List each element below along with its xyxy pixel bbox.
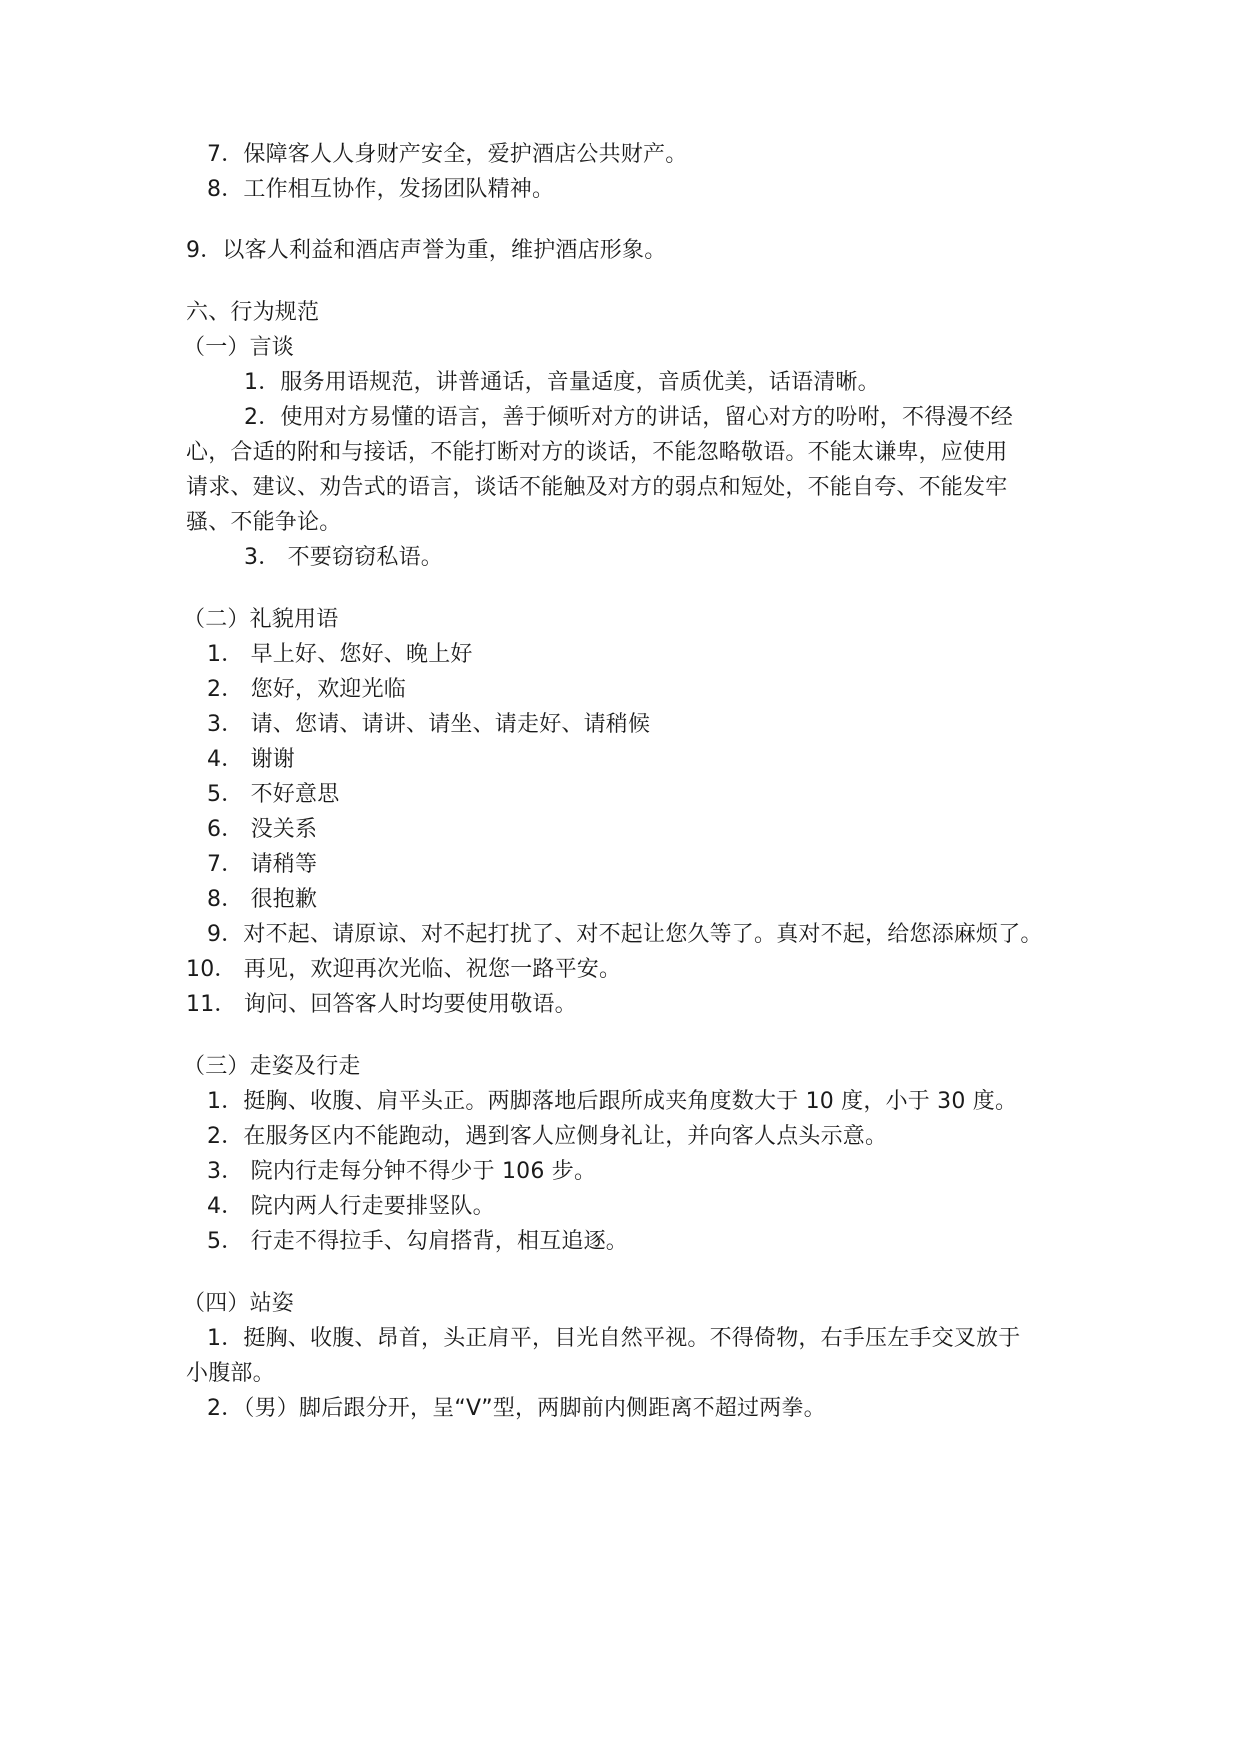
- section-heading: 六、行为规范: [186, 300, 320, 325]
- subsection-heading: （三）走姿及行走: [183, 1054, 361, 1079]
- list-item: 1． 早上好、您好、晚上好: [207, 642, 473, 667]
- text-line: 2．使用对方易懂的语言，善于倾听对方的讲话，留心对方的吩咐，不得漫不经: [244, 405, 1013, 430]
- list-item: 1．挺胸、收腹、肩平头正。两脚落地后跟所成夹角度数大于 10 度，小于 30 度。: [207, 1089, 1018, 1114]
- list-item: 7． 请稍等: [207, 852, 318, 877]
- text-line: 3． 不要窃窃私语。: [244, 545, 443, 570]
- list-item: 5． 行走不得拉手、勾肩搭背，相互追逐。: [207, 1229, 628, 1254]
- list-item: 2．（男）脚后跟分开，呈“V”型，两脚前内侧距离不超过两拳。: [207, 1396, 826, 1421]
- list-item: 3． 院内行走每分钟不得少于 106 步。: [207, 1159, 597, 1184]
- list-item: 10． 再见，欢迎再次光临、祝您一路平安。: [186, 957, 622, 982]
- subsection-heading: （一）言谈: [183, 335, 295, 360]
- list-item: 3． 请、您请、请讲、请坐、请走好、请稍候: [207, 712, 651, 737]
- text-line: 9．以客人利益和酒店声誉为重，维护酒店形象。: [186, 238, 667, 263]
- list-item: 1．挺胸、收腹、昂首，头正肩平，目光自然平视。不得倚物，右手压左手交叉放于: [207, 1326, 1021, 1351]
- list-item: 2．在服务区内不能跑动，遇到客人应侧身礼让，并向客人点头示意。: [207, 1124, 888, 1149]
- list-item: 4． 院内两人行走要排竖队。: [207, 1194, 495, 1219]
- text-line: 8．工作相互协作，发扬团队精神。: [207, 177, 555, 202]
- text-line: 1．服务用语规范，讲普通话，音量适度，音质优美，话语清晰。: [244, 370, 880, 395]
- subsection-heading: （四）站姿: [183, 1291, 295, 1316]
- list-item: 8． 很抱歉: [207, 887, 318, 912]
- list-item: 2． 您好，欢迎光临: [207, 677, 406, 702]
- list-item: 6． 没关系: [207, 817, 318, 842]
- list-item: 9．对不起、请原谅、对不起打扰了、对不起让您久等了。真对不起，给您添麻烦了。: [207, 922, 1043, 947]
- text-line: 骚、不能争论。: [186, 510, 342, 535]
- subsection-heading: （二）礼貌用语: [183, 607, 339, 632]
- text-line: 请求、建议、劝告式的语言，谈话不能触及对方的弱点和短处，不能自夸、不能发牢: [186, 475, 1008, 500]
- text-line: 心，合适的附和与接话，不能打断对方的谈话，不能忽略敬语。不能太谦卑，应使用: [186, 440, 1008, 465]
- text-line: 小腹部。: [186, 1361, 275, 1386]
- list-item: 5． 不好意思: [207, 782, 340, 807]
- list-item: 11． 询问、回答客人时均要使用敬语。: [186, 992, 577, 1017]
- text-line: 7．保障客人人身财产安全，爱护酒店公共财产。: [207, 142, 688, 167]
- list-item: 4． 谢谢: [207, 747, 295, 772]
